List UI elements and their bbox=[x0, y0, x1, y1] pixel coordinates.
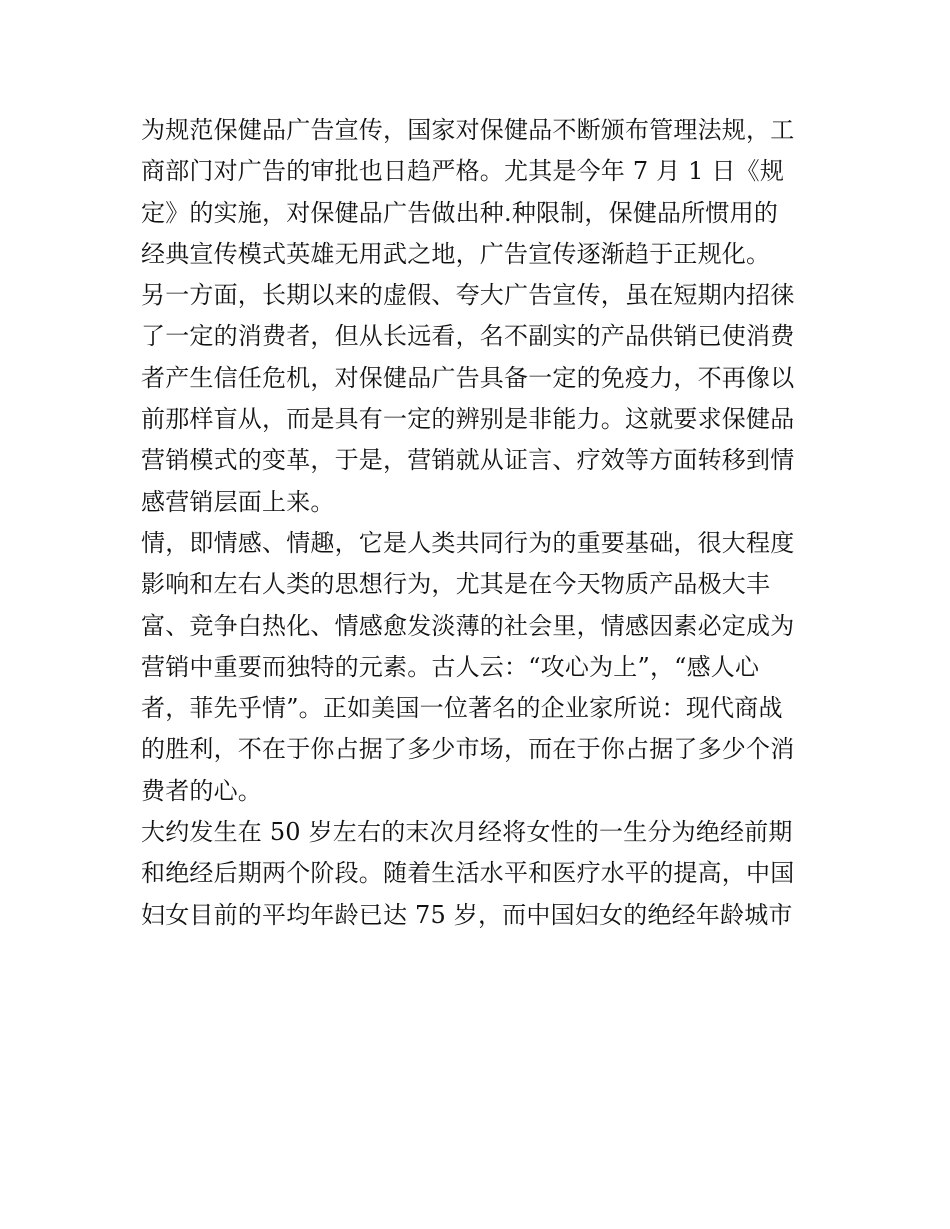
text-line: 者产生信任危机，对保健品广告具备一定的免疫力，不再像以 bbox=[141, 363, 795, 392]
text-line: 情，即情感、情趣，它是人类共同行为的重要基础，很大程度 bbox=[141, 528, 795, 557]
text-line: 为规范保健品广告宣传，国家对保健品不断颁布管理法规，工 bbox=[141, 116, 795, 144]
text-line: 营销模式的变革，于是，营销就从证言、疗效等方面转移到情 bbox=[141, 446, 795, 475]
text-line: 者，菲先乎情”。正如美国一位著名的企业家所说：现代商战 bbox=[141, 694, 783, 723]
text-line: 和绝经后期两个阶段。随着生活水平和医疗水平的提高，中国 bbox=[141, 859, 795, 888]
text-line: 前那样盲从，而是具有一定的辨别是非能力。这就要求保健品 bbox=[141, 405, 795, 434]
text-line: 营销中重要而独特的元素。古人云：“攻心为上”，“感人心 bbox=[141, 652, 760, 681]
text-line: 另一方面，长期以来的虚假、夸大广告宣传，虽在短期内招徕 bbox=[141, 281, 795, 310]
text-line: 定》的实施，对保健品广告做出种.种限制，保健品所惯用的 bbox=[141, 198, 779, 227]
text-line: 影响和左右人类的思想行为，尤其是在今天物质产品极大丰 bbox=[141, 570, 771, 599]
text-line: 商部门对广告的审批也日趋严格。尤其是今年 7 月 1 日《规 bbox=[141, 157, 785, 186]
text-line: 感营销层面上来。 bbox=[141, 487, 335, 516]
text-line: 富、竞争白热化、情感愈发淡薄的社会里，情感因素必定成为 bbox=[141, 611, 795, 640]
text-line: 大约发生在 50 岁左右的末次月经将女性的一生分为绝经前期 bbox=[141, 818, 793, 847]
text-line: 费者的心。 bbox=[141, 776, 262, 805]
text-line: 经典宣传模式英雄无用武之地，广告宣传逐渐趋于正规化。 bbox=[141, 239, 771, 268]
text-line: 了一定的消费者，但从长远看，名不副实的产品供销已使消费 bbox=[141, 322, 795, 351]
body-text bbox=[141, 110, 831, 936]
text-line: 的胜利，不在于你占据了多少市场，而在于你占据了多少个消 bbox=[141, 735, 795, 764]
text-line: 妇女目前的平均年龄已达 75 岁，而中国妇女的绝经年龄城市 bbox=[141, 900, 793, 929]
